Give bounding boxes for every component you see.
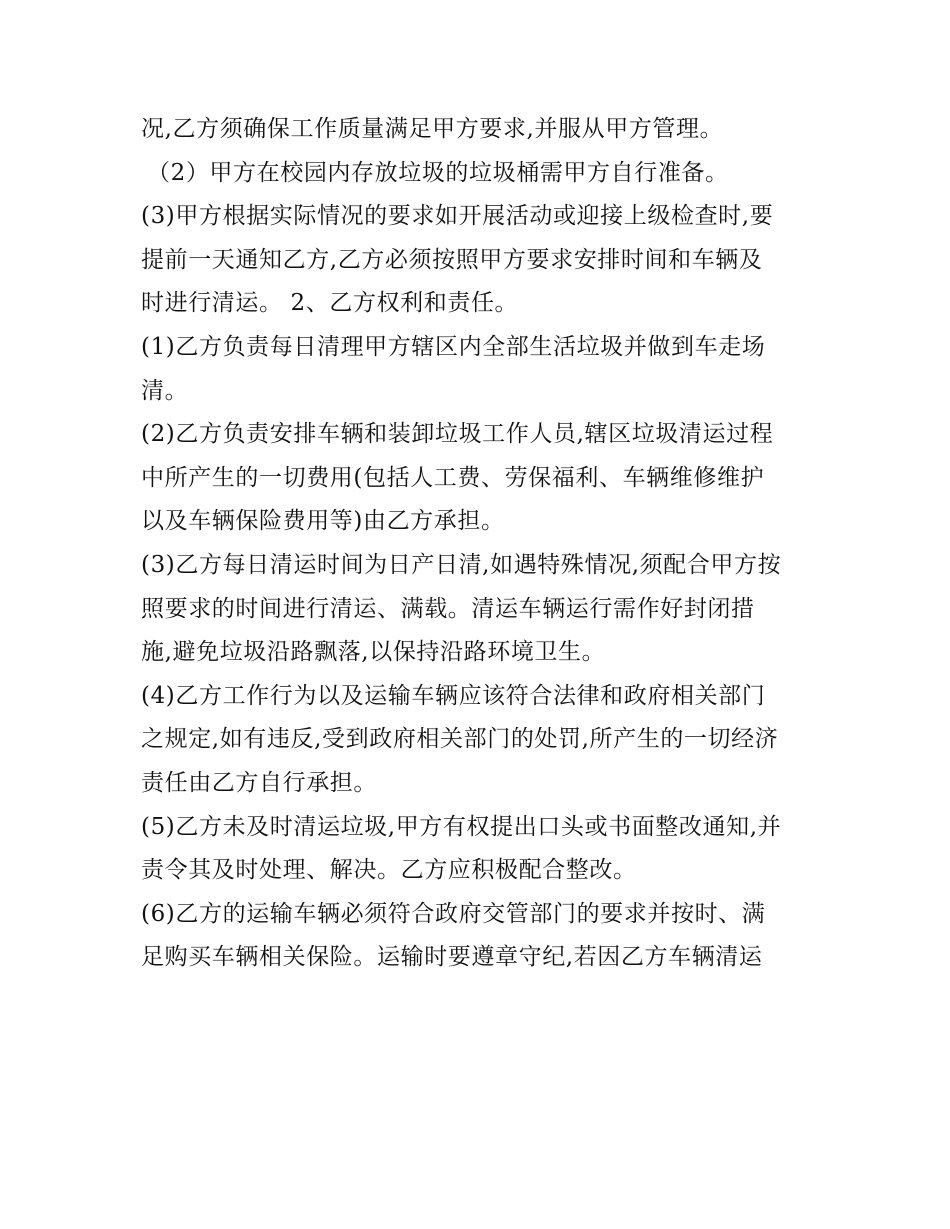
document-body — [141, 108, 821, 980]
text-line: 中所产生的一切费用(包括人工费、劳保福利、车辆维修维护 — [141, 464, 765, 491]
text-line: 之规定,如有违反,受到政府相关部门的处罚,所产生的一切经济 — [141, 726, 779, 753]
text-line: (2)乙方负责安排车辆和装卸垃圾工作人员,辖区垃圾清运过程 — [141, 421, 774, 448]
text-line: (6)乙方的运输车辆必须符合政府交管部门的要求并按时、满 — [141, 900, 766, 927]
text-line: (5)乙方未及时清运垃圾,甲方有权提出口头或书面整改通知,并 — [141, 813, 782, 840]
text-line: 责令其及时处理、解决。乙方应积极配合整改。 — [141, 857, 637, 884]
text-line: 以及车辆保险费用等)由乙方承担。 — [141, 508, 505, 535]
text-line: 况,乙方须确保工作质量满足甲方要求,并服从甲方管理。 — [141, 116, 724, 142]
text-line: 施,避免垃圾沿路飘落,以保持沿路环境卫生。 — [141, 639, 606, 666]
text-line: (4)乙方工作行为以及运输车辆应该符合法律和政府相关部门 — [141, 682, 766, 709]
text-line: 照要求的时间进行清运、满载。清运车辆运行需作好封闭措 — [141, 595, 755, 622]
text-line: 时进行清运。 2、乙方权利和责任。 — [141, 290, 519, 317]
text-line: 清。 — [141, 377, 189, 404]
text-line: (3)乙方每日清运时间为日产日清,如遇特殊情况,须配合甲方按 — [141, 551, 782, 578]
text-line: 足购买车辆相关保险。运输时要遵章守纪,若因乙方车辆清运 — [141, 944, 763, 971]
text-line: 提前一天通知乙方,乙方必须按照甲方要求安排时间和车辆及 — [141, 246, 763, 273]
text-line: 责任由乙方自行承担。 — [141, 769, 377, 796]
text-line: (1)乙方负责每日清理甲方辖区内全部生活垃圾并做到车走场 — [141, 333, 766, 360]
text-line: （2）甲方在校园内存放垃圾的垃圾桶需甲方自行准备。 — [147, 159, 729, 186]
text-line: (3)甲方根据实际情况的要求如开展活动或迎接上级检查时,要 — [141, 203, 774, 230]
